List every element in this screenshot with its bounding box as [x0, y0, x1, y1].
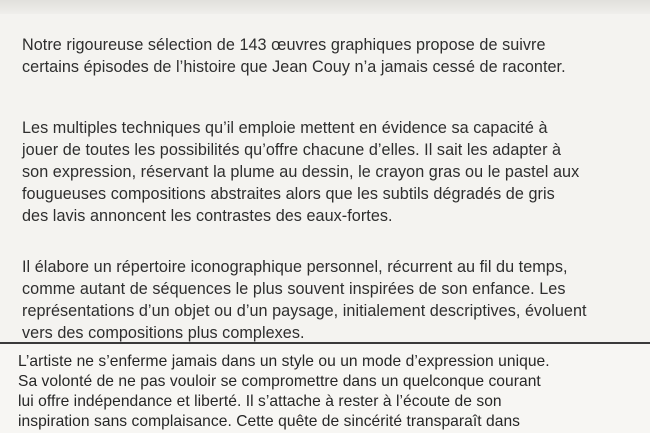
paragraph-selection: [22, 34, 632, 78]
text-line: Les multiples techniques qu’il emploie mettent en évidence sa capacité à: [22, 119, 548, 137]
text-line: représentations d’un objet ou d’un paysage, initialement descriptives, évoluent: [22, 302, 587, 320]
text-line: Sa volonté de ne pas vouloir se compromettre dans un quelconque courant: [18, 373, 541, 390]
text-line: des lavis annoncent les contrastes des eaux-fortes.: [22, 207, 393, 225]
text-line: comme autant de séquences le plus souvent inspirées de son enfance. Les: [22, 280, 566, 298]
text-line: jouer de toutes les possibilités qu’offre chacune d’elles. Il sait les adapter à: [22, 141, 562, 159]
text-line: vers des compositions plus complexes.: [22, 324, 305, 342]
paragraph-techniques: [22, 117, 632, 227]
text-line: lui offre indépendance et liberté. Il s’attache à rester à l’écoute de son: [18, 393, 502, 410]
text-line: Notre rigoureuse sélection de 143 œuvres graphiques propose de suivre: [22, 36, 546, 54]
text-line: fougueuses compositions abstraites alors que les subtils dégradés de gris: [22, 185, 555, 203]
scan-edge: [0, 0, 650, 14]
paragraph-repertoire: [22, 256, 632, 344]
text-line: Il élabore un répertoire iconographique personnel, récurrent au fil du temps,: [22, 258, 568, 276]
text-line: L’artiste ne s’enferme jamais dans un style ou un mode d’expression unique.: [18, 353, 550, 370]
text-line: certains épisodes de l’histoire que Jean Couy n’a jamais cessé de raconter.: [22, 58, 566, 76]
paragraph-artiste: [18, 352, 628, 432]
lower-page: [0, 344, 650, 433]
text-line: son expression, réservant la plume au dessin, le crayon gras ou le pastel aux: [22, 163, 580, 181]
text-line: inspiration sans complaisance. Cette quête de sincérité transparaît dans: [18, 413, 521, 430]
